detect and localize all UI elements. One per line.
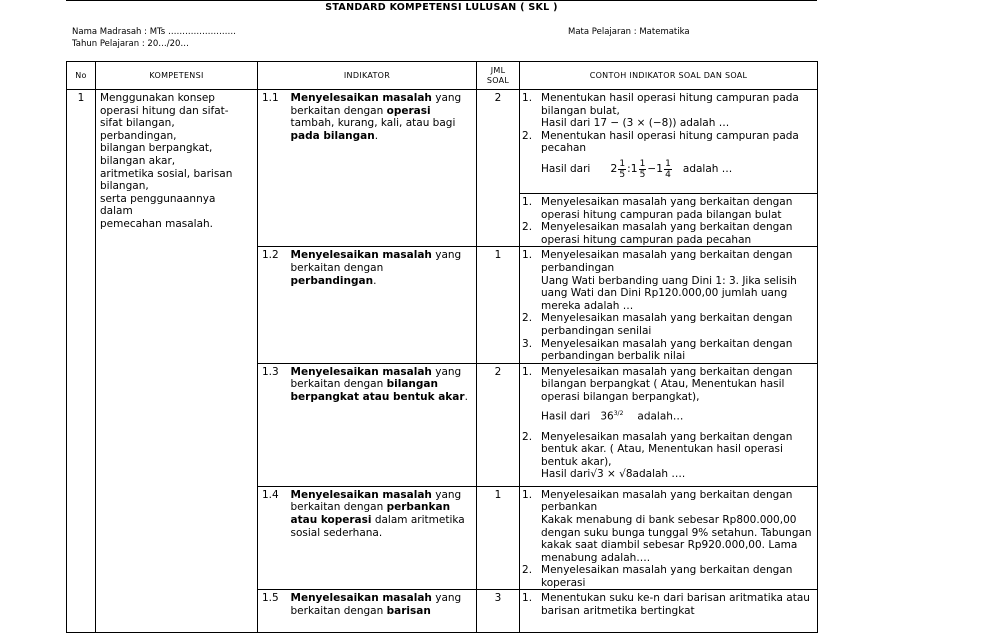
- jml-soal: 1: [477, 247, 520, 363]
- header-jml-soal: JML SOAL: [477, 62, 520, 90]
- jml-soal: 2: [477, 90, 520, 247]
- school-year: Tahun Pelajaran : 20…/20…: [72, 39, 189, 49]
- indikator-number: 1.4: [258, 486, 289, 590]
- contoh-cell: [520, 590, 818, 633]
- list-item: 3. Menyelesaikan masalah yang berkaitan dengan perbandingan berbalik nilai: [522, 337, 793, 363]
- indikator-number: 1.3: [258, 363, 289, 486]
- list-item: 2. Menyelesaikan masalah yang berkaitan dengan bentuk akar. ( Atau, Menentukan hasil operasi bentuk akar), Hasil dari√3 × √8adalah ….: [522, 430, 793, 481]
- list-item: 1. Menyelesaikan masalah yang berkaitan dengan bilangan berpangkat ( Atau, Menentukan hasil operasi bilangan berpangkat), Hasil dari $36^{3/2}$ adalah…: [522, 366, 815, 423]
- contoh-cell: [520, 486, 818, 590]
- list-item: 1. Menentukan suku ke-n dari barisan aritmatika atau barisan aritmetika bertingkat: [522, 592, 810, 618]
- header-kompetensi: KOMPETENSI: [96, 62, 258, 90]
- header-contoh: CONTOH INDIKATOR SOAL DAN SOAL: [520, 62, 818, 90]
- contoh-cell: [520, 247, 818, 363]
- indikator-number: 1.5: [258, 590, 289, 633]
- jml-soal: 1: [477, 486, 520, 590]
- subject-name: Mata Pelajaran : Matematika: [568, 27, 690, 37]
- list-item: 2. Menyelesaikan masalah yang berkaitan dengan koperasi: [522, 564, 793, 589]
- indikator-text: Menyelesaikan masalah yang berkaitan dengan bilangan berpangkat atau bentuk akar.: [289, 363, 477, 486]
- madrasah-name: Nama Madrasah : MTs ……………………: [72, 27, 236, 37]
- indikator-text: Menyelesaikan masalah yang berkaitan dengan operasi tambah, kurang, kali, atau bagi pada bilangan.: [289, 90, 477, 247]
- kompetensi-cell: Menggunakan konsep operasi hitung dan sifat- sifat bilangan, perbandingan, bilangan berpangkat, bilangan akar, aritmetika sosial, barisan bilangan, serta penggunaannya dalam pemecahan masalah.: [96, 90, 258, 633]
- row-number: 1: [67, 90, 96, 633]
- table-header-row: [67, 62, 818, 90]
- power-expression: Hasil dari $36^{3/2}$ adalah…: [541, 409, 684, 422]
- contoh-cell: [520, 194, 818, 247]
- contoh-cell: [520, 363, 818, 486]
- skl-table: [66, 61, 818, 633]
- table-row: [67, 90, 818, 194]
- list-item: 2. Menyelesaikan masalah yang berkaitan dengan perbandingan senilai: [522, 312, 793, 337]
- list-item: 2. Menentukan hasil operasi hitung campuran pada pecahan Hasil dari 2 $\frac{1}{5}$ : 1 $\frac{1}{5}$ − 1 $\frac{1}{4}$ adalah …: [522, 130, 815, 180]
- indikator-number: 1.2: [258, 247, 289, 363]
- list-item: 2. Menyelesaikan masalah yang berkaitan dengan operasi hitung campuran pada pecahan: [522, 221, 793, 246]
- list-item: 1. Menyelesaikan masalah yang berkaitan dengan operasi hitung campuran pada bilangan bulat: [522, 196, 793, 221]
- indikator-text: Menyelesaikan masalah yang berkaitan dengan perbankan atau koperasi dalam aritmetika sosial sederhana.: [289, 486, 477, 590]
- indikator-text: Menyelesaikan masalah yang berkaitan dengan barisan: [289, 590, 477, 633]
- header-indikator: INDIKATOR: [258, 62, 477, 90]
- top-rule: [66, 0, 817, 1]
- jml-soal: 3: [477, 590, 520, 633]
- contoh-cell: [520, 90, 818, 194]
- list-item: 1. Menentukan hasil operasi hitung campuran pada bilangan bulat, Hasil dari 17 − (3 × (−8)) adalah …: [522, 92, 799, 130]
- fraction-expression: Hasil dari 2 $\frac{1}{5}$ : 1 $\frac{1}{5}$ − 1 $\frac{1}{4}$ adalah …: [541, 158, 733, 180]
- document-title: STANDARD KOMPETENSI LULUSAN ( SKL ): [325, 2, 558, 13]
- indikator-number: 1.1: [258, 90, 289, 247]
- list-item: 1. Menyelesaikan masalah yang berkaitan dengan perbandingan Uang Wati berbanding uang Dini 1: 3. Jika selisih uang Wati dan Dini Rp120.000,00 jumlah uang mereka adalah …: [522, 249, 797, 312]
- list-item: 1. Menyelesaikan masalah yang berkaitan dengan perbankan Kakak menabung di bank sebesar Rp800.000,00 dengan suku bunga tunggal 9% setahun. Tabungan kakak saat diambil sebesar Rp920.000,00. Lama menabung adalah….: [522, 488, 812, 564]
- jml-soal: 2: [477, 363, 520, 486]
- indikator-text: Menyelesaikan masalah yang berkaitan dengan perbandingan.: [289, 247, 477, 363]
- header-no: No: [67, 62, 96, 90]
